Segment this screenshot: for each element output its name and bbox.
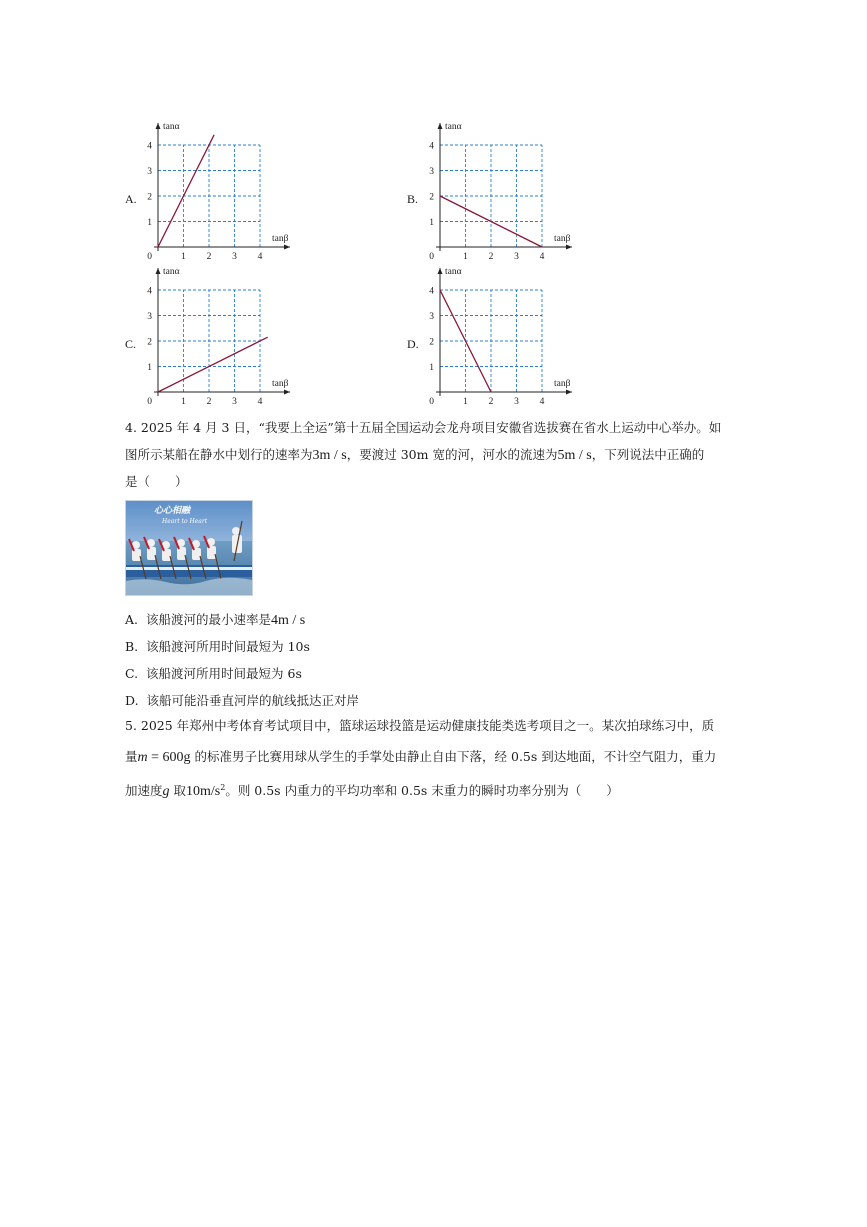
x-tick-label: 2 xyxy=(488,397,494,407)
x-tick-label: 2 xyxy=(488,252,494,262)
y-tick-label: 2 xyxy=(147,337,152,348)
y-axis-label: tanα xyxy=(445,267,462,277)
q4-choice-d[interactable] xyxy=(125,691,359,709)
y-tick-label: 1 xyxy=(429,363,434,373)
choice-text: 该船渡河所用时间最短为 6s xyxy=(146,666,302,681)
origin-label: 0 xyxy=(147,252,152,262)
x-tick-label: 4 xyxy=(539,252,545,262)
y-tick-label: 4 xyxy=(429,286,434,297)
q5-line-2 xyxy=(125,743,717,770)
graph-a xyxy=(140,122,300,265)
y-tick-label: 4 xyxy=(147,286,152,297)
x-tick-label: 1 xyxy=(181,397,186,407)
choice-label: A. xyxy=(125,612,139,627)
y-axis-arrow xyxy=(438,268,443,274)
river-speed: 5m / s xyxy=(557,448,592,463)
choice-text: 该船渡河所用时间最短为 10s xyxy=(146,639,310,654)
q4-line-2 xyxy=(125,441,705,468)
option-d-label: D. xyxy=(407,337,419,351)
option-a-label: A. xyxy=(125,192,137,206)
y-axis-label: tanα xyxy=(163,267,180,277)
choice-label: D. xyxy=(125,693,139,708)
origin-label: 0 xyxy=(147,397,152,407)
choice-text: 该船渡河的最小速率是 xyxy=(145,612,271,627)
y-tick-label: 2 xyxy=(147,192,152,203)
y-tick-label: 4 xyxy=(429,141,434,152)
q4-line-3: 是（ ） xyxy=(125,474,188,489)
y-tick-label: 2 xyxy=(429,337,434,348)
q4-text: ，要渡过 30m 宽的河，河水的流速为 xyxy=(346,447,558,462)
x-tick-label: 1 xyxy=(463,397,468,407)
x-tick-label: 4 xyxy=(257,252,263,262)
q5-text: 量 xyxy=(125,749,138,764)
x-axis-label: tanβ xyxy=(272,234,289,244)
graph-c xyxy=(140,267,300,410)
x-axis-label: tanβ xyxy=(272,379,289,389)
option-b-label: B. xyxy=(407,192,419,206)
x-tick-label: 2 xyxy=(206,397,212,407)
gravity-variable: g xyxy=(162,784,170,800)
graph-d xyxy=(422,267,582,410)
choice-label: B. xyxy=(125,639,139,654)
option-c-label: C. xyxy=(125,337,137,351)
q5-line-3 xyxy=(125,774,690,801)
gravity-value: 10m/s xyxy=(186,784,221,800)
x-tick-label: 1 xyxy=(463,252,468,262)
q5-text: 取 xyxy=(169,783,186,799)
graph-canvas xyxy=(140,122,300,265)
y-tick-label: 3 xyxy=(429,167,434,177)
mass-variable: m xyxy=(137,750,148,765)
y-axis-arrow xyxy=(438,123,443,129)
q5-text: 。则 0.5s 内重力的平均功率和 0.5s 末重力的瞬时功率分别为（ ） xyxy=(225,783,619,799)
y-tick-label: 2 xyxy=(429,192,434,203)
y-tick-label: 1 xyxy=(429,218,434,228)
q4-text: 图所示某船在静水中划行的速率为 xyxy=(125,447,313,462)
graph-line xyxy=(158,135,214,247)
x-axis-arrow xyxy=(284,245,290,250)
y-tick-label: 3 xyxy=(429,312,434,322)
question-5 xyxy=(125,712,717,801)
origin-label: 0 xyxy=(429,252,434,262)
y-axis-arrow xyxy=(156,268,161,274)
x-axis-arrow xyxy=(284,390,290,395)
q4-text: ，下列说法中正确的 xyxy=(591,447,705,462)
x-axis-arrow xyxy=(566,390,572,395)
q5-line-1: 5. 2025 年郑州中考体育考试项目中，篮球运球投篮是运动健康技能类选考项目之一。某次拍球练习中，质 xyxy=(125,718,715,733)
graph-canvas xyxy=(422,267,582,410)
choice-math: 4m / s xyxy=(270,613,306,628)
graph-canvas xyxy=(140,267,300,410)
dragon-boat-photo xyxy=(125,500,253,596)
mass-value: = 600g xyxy=(147,750,191,765)
x-tick-label: 3 xyxy=(232,397,237,407)
choice-label: C. xyxy=(125,666,139,681)
question-4 xyxy=(125,414,722,495)
x-tick-label: 1 xyxy=(181,252,186,262)
x-tick-label: 4 xyxy=(539,397,545,407)
x-tick-label: 3 xyxy=(232,252,237,262)
q4-choice-b[interactable] xyxy=(125,637,310,655)
x-tick-label: 3 xyxy=(514,252,519,262)
q5-text: 的标准男子比赛用球从学生的手掌处由静止自由下落，经 0.5s 到达地面，不计空气阻力，重力 xyxy=(190,749,717,764)
x-axis-label: tanβ xyxy=(554,379,571,389)
y-tick-label: 3 xyxy=(147,312,152,322)
graph-line xyxy=(158,337,268,392)
q4-choice-a[interactable] xyxy=(125,610,305,629)
x-tick-label: 2 xyxy=(206,252,212,262)
q5-text: 加速度 xyxy=(125,783,163,799)
boat-speed: 3m / s xyxy=(312,448,347,463)
photo-banner-text: 心心相融 xyxy=(154,506,191,516)
y-tick-label: 3 xyxy=(147,167,152,177)
y-tick-label: 4 xyxy=(147,141,152,152)
x-tick-label: 3 xyxy=(514,397,519,407)
photo-banner-subtext: Heart to Heart xyxy=(162,518,208,525)
y-axis-label: tanα xyxy=(445,122,462,132)
x-tick-label: 4 xyxy=(257,397,263,407)
q4-choice-c[interactable] xyxy=(125,664,302,682)
y-tick-label: 1 xyxy=(147,218,152,228)
graph-canvas xyxy=(422,122,582,265)
graph-b xyxy=(422,122,582,265)
q4-line-1: 4. 2025 年 4 月 3 日，“我要上全运”第十五届全国运动会龙舟项目安徽省选拔赛在省水上运动中心举办。如 xyxy=(125,420,722,435)
gravity-exponent: 2 xyxy=(220,783,226,792)
choice-text: 该船可能沿垂直河岸的航线抵达正对岸 xyxy=(146,693,360,708)
y-axis-arrow xyxy=(156,123,161,129)
origin-label: 0 xyxy=(429,397,434,407)
x-axis-arrow xyxy=(566,245,572,250)
y-axis-label: tanα xyxy=(163,122,180,132)
y-tick-label: 1 xyxy=(147,363,152,373)
x-axis-label: tanβ xyxy=(554,234,571,244)
